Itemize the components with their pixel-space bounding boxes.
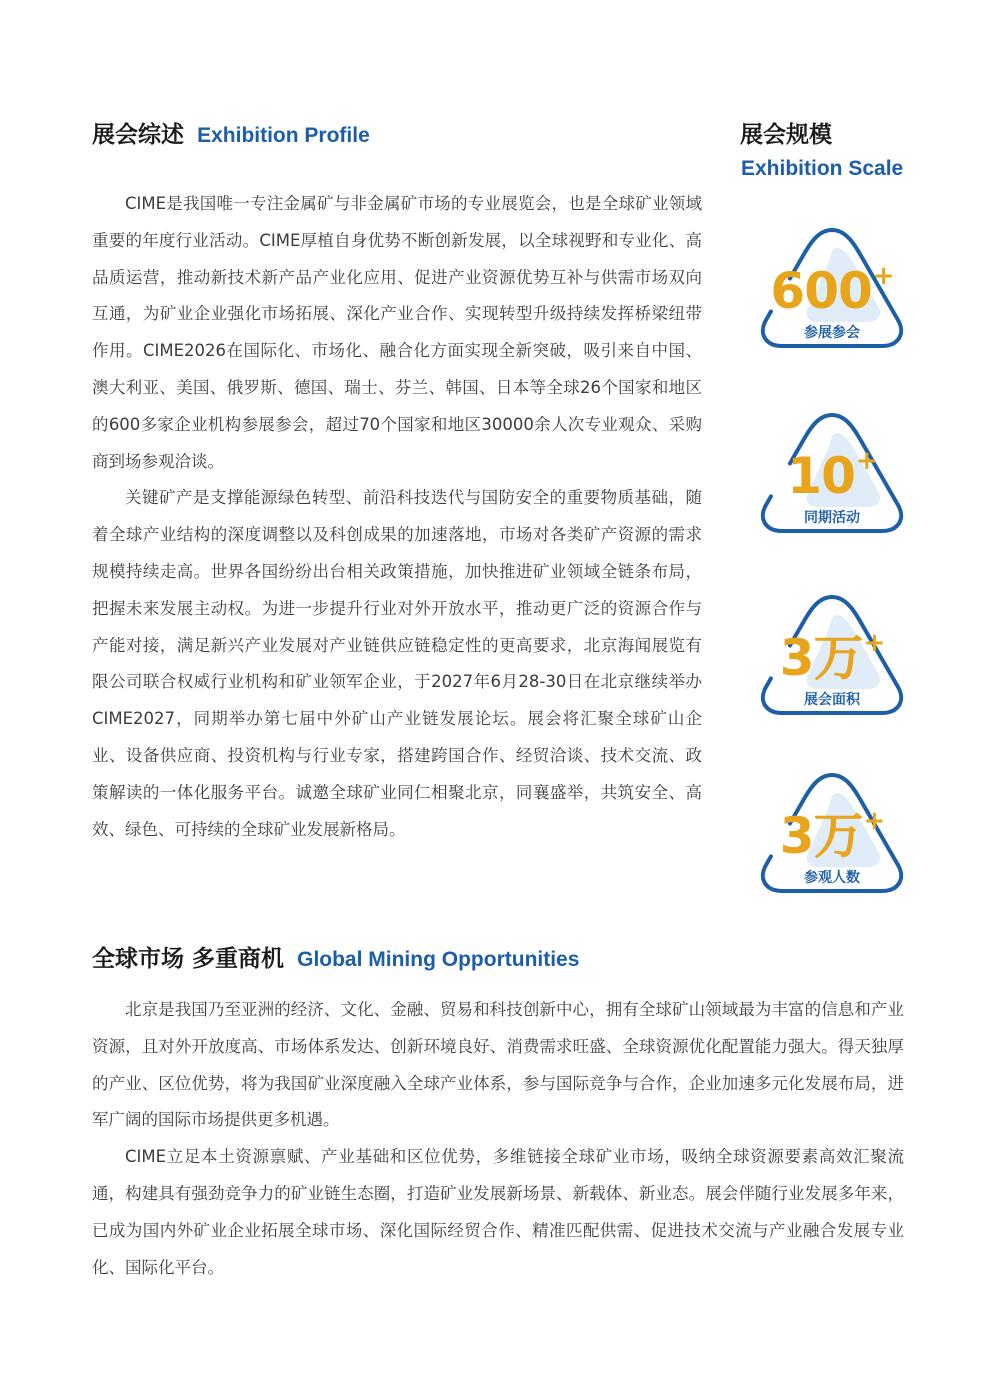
stat-label: 参展参会 (804, 325, 860, 341)
stat-exhibitors (752, 218, 912, 358)
stat-visitors (752, 763, 912, 903)
stat-value: 10+ (787, 446, 877, 505)
profile-paragraph-1: CIME是我国唯一专注金属矿与非金属矿市场的专业展览会，也是全球矿业领域重要的年度行业活动。CIME厚植自身优势不断创新发展，以全球视野和专业化、高品质运营，推动新技术新产品产业化应用、促进产业资源优势互补与供需市场双向互通，为矿业企业强化市场拓展、深化产业合作、实现转型升级持续发挥桥梁纽带作用。CIME2026在国际化、市场化、融合化方面实现全新突破，吸引来自中国、澳大利亚、美国、俄罗斯、德国、瑞士、芬兰、韩国、日本等全球26个国家和地区的600多家企业机构参展参会，超过70个国家和地区30000余人次专业观众、采购商到场参观洽谈。 (92, 194, 702, 471)
stat-label: 同期活动 (804, 510, 860, 526)
stat-label: 展会面积 (804, 692, 860, 708)
market-paragraph-2: CIME立足本土资源禀赋、产业基础和区位优势，多维链接全球矿业市场，吸纳全球资源要素高效汇聚流通，构建具有强劲竞争力的矿业链生态圈，打造矿业发展新场景、新载体、新业态。展会伴随行业发展多年来，已成为国内外矿业企业拓展全球市场、深化国际经贸合作、精准匹配供需、促进技术交流与产业融合发展专业化、国际化平台。 (92, 1147, 904, 1277)
scale-title-cn: 展会规模 (740, 122, 832, 148)
profile-paragraph-2: 关键矿产是支撑能源绿色转型、前沿科技迭代与国防安全的重要物质基础，随着全球产业结构的深度调整以及科创成果的加速落地，市场对各类矿产资源的需求规模持续走高。世界各国纷纷出台相关政策措施，加快推进矿业领域全链条布局，把握未来发展主动权。为进一步提升行业对外开放水平，推动更广泛的资源合作与产能对接，满足新兴产业发展对产业链供应链稳定性的更高要求，北京海闻展览有限公司联合权威行业机构和矿业领军企业，于2027年6月28-30日在北京继续举办CIME2027，同期举办第七届中外矿山产业链发展论坛。展会将汇聚全球矿山企业、设备供应商、投资机构与行业专家，搭建跨国合作、经贸洽谈、技术交流、政策解读的一体化服务平台。诚邀全球矿业同仁相聚北京，同襄盛举，共筑安全、高效、绿色、可持续的全球矿业发展新格局。 (92, 488, 702, 839)
stat-value: 3万+ (779, 806, 885, 865)
scale-title-en: Exhibition Scale (741, 157, 904, 180)
market-title-en: Global Mining Opportunities (297, 948, 580, 971)
plus-mark: + (872, 261, 894, 291)
stat-label: 参观人数 (804, 870, 860, 886)
profile-body (92, 186, 702, 848)
stat-value: 3万+ (779, 628, 885, 687)
market-title-cn: 全球市场 多重商机 (92, 946, 285, 972)
stat-value: 600+ (770, 261, 894, 320)
plus-mark: + (863, 628, 885, 658)
stat-events (752, 403, 912, 543)
stat-area (752, 585, 912, 725)
market-paragraph-1: 北京是我国乃至亚洲的经济、文化、金融、贸易和科技创新中心，拥有全球矿山领域最为丰富的信息和产业资源，且对外开放度高、市场体系发达、创新环境良好、消费需求旺盛、全球资源优化配置能力强大。得天独厚的产业、区位优势，将为我国矿业深度融入全球产业体系，参与国际竞争与合作，企业加速多元化发展布局，进军广阔的国际市场提供更多机遇。 (92, 1000, 904, 1130)
plus-mark: + (855, 446, 877, 476)
profile-title-en: Exhibition Profile (197, 124, 370, 147)
profile-title-cn: 展会综述 (92, 122, 184, 148)
plus-mark: + (863, 806, 885, 836)
market-heading (92, 940, 579, 973)
profile-heading (92, 116, 370, 149)
market-body (92, 992, 904, 1286)
